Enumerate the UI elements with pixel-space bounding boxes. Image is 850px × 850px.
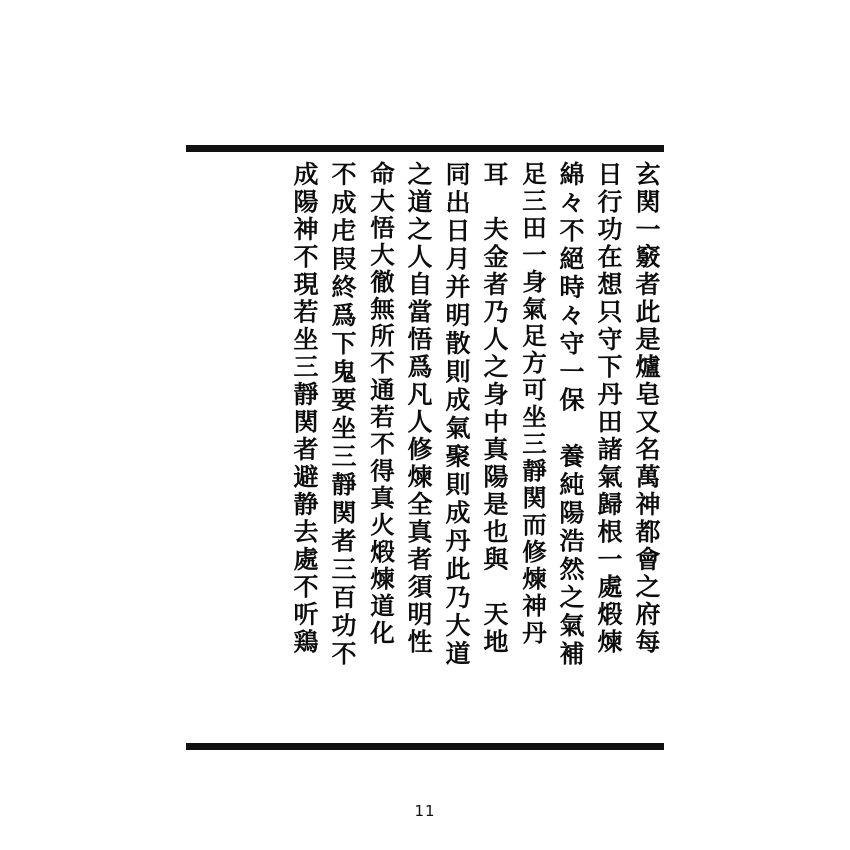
text-column-2: 日行功在想只守下丹田諸氣歸根一處煅煉 <box>594 160 623 657</box>
text-columns <box>186 161 664 734</box>
page-number: 11 <box>414 802 436 820</box>
text-column-1: 玄関一竅者此是爐皂又名萬神都會之府每 <box>632 160 661 657</box>
scanned-text-block <box>186 145 664 750</box>
text-column-5: 耳 夫金者乃人之身中真陽是也與 天地 <box>480 160 509 657</box>
text-column-9: 不成虍叚終爲下鬼要坐三靜関者三百功不 <box>328 160 357 669</box>
bottom-rule <box>186 743 664 750</box>
text-column-7: 之道之人自當悟爲凡人修煉全真者須明性 <box>404 160 433 657</box>
text-column-3: 綿々不絕時々守一保 養純陽浩然之氣補 <box>556 160 585 669</box>
top-rule <box>186 145 664 152</box>
text-column-8: 命大悟大徹無所不通若不得真火煅煉道化 <box>367 160 396 648</box>
text-column-4: 足三田一身氣足方可坐三靜関而修煉神丹 <box>519 160 548 648</box>
text-column-10: 成陽神不現若坐三靜関者避静去處不听鶏 <box>290 160 319 657</box>
text-column-6: 同出日月并明散則成氣聚則成丹此乃大道 <box>442 160 471 669</box>
